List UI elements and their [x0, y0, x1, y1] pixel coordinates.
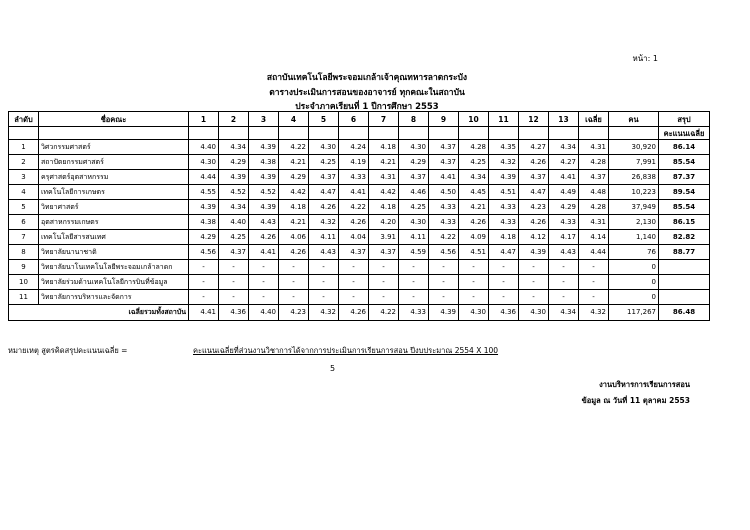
score-cell: - — [489, 275, 519, 290]
table-row — [9, 140, 710, 155]
faculty-name: วิทยาลัยนานาชาติ — [39, 245, 189, 260]
score-cell: 4.33 — [429, 215, 459, 230]
summary-score: 85.54 — [659, 200, 710, 215]
score-cell: 4.46 — [399, 185, 429, 200]
score-cell: - — [519, 275, 549, 290]
score-cell: 4.56 — [189, 245, 219, 260]
faculty-name: วิทยาศาสตร์ — [39, 200, 189, 215]
row-number: 2 — [9, 155, 39, 170]
header-summary: สรุป — [659, 112, 710, 127]
score-cell: - — [549, 260, 579, 275]
table-row — [9, 215, 710, 230]
score-cell: 4.37 — [339, 245, 369, 260]
score-cell: 4.47 — [519, 185, 549, 200]
total-score-cell: 4.33 — [399, 305, 429, 321]
score-cell: - — [219, 260, 249, 275]
score-cell: 4.37 — [519, 170, 549, 185]
total-score-cell: 4.26 — [339, 305, 369, 321]
score-cell: - — [429, 275, 459, 290]
score-cell: 4.34 — [459, 170, 489, 185]
score-cell: 4.49 — [549, 185, 579, 200]
row-number: 8 — [9, 245, 39, 260]
score-cell: 4.30 — [399, 140, 429, 155]
count-cell: 10,223 — [609, 185, 659, 200]
score-cell: - — [309, 290, 339, 305]
faculty-name: วิศวกรรมศาสตร์ — [39, 140, 189, 155]
score-cell: - — [459, 290, 489, 305]
score-cell: 4.51 — [459, 245, 489, 260]
score-cell: 4.34 — [219, 140, 249, 155]
faculty-name: อุตสาหกรรมเกษตร — [39, 215, 189, 230]
score-cell: 4.33 — [489, 215, 519, 230]
header-col-9: 9 — [429, 112, 459, 127]
score-cell: 4.39 — [249, 170, 279, 185]
score-cell: 4.26 — [309, 200, 339, 215]
average-cell: 4.28 — [579, 155, 609, 170]
score-cell: 3.91 — [369, 230, 399, 245]
score-cell: - — [519, 260, 549, 275]
score-cell: - — [399, 275, 429, 290]
score-cell: 4.26 — [339, 215, 369, 230]
report-title: ตารางประเมินการสอนของอาจารย์ ทุกคณะในสถาบัน — [269, 88, 465, 98]
table-row — [9, 290, 710, 305]
semester-title: ประจำภาคเรียนที่ 1 ปีการศึกษา 2553 — [295, 102, 439, 112]
score-cell: 4.44 — [189, 170, 219, 185]
count-cell: 76 — [609, 245, 659, 260]
score-cell: 4.39 — [489, 170, 519, 185]
score-cell: 4.35 — [489, 140, 519, 155]
score-cell: 4.40 — [189, 140, 219, 155]
score-cell: 4.59 — [399, 245, 429, 260]
score-cell: 4.29 — [279, 170, 309, 185]
score-cell: 4.39 — [249, 200, 279, 215]
score-cell: 4.34 — [219, 200, 249, 215]
score-cell: 4.37 — [399, 170, 429, 185]
score-cell: 4.28 — [459, 140, 489, 155]
average-cell: - — [579, 290, 609, 305]
table-row — [9, 245, 710, 260]
score-cell: 4.42 — [279, 185, 309, 200]
note-divisor: 5 — [330, 364, 336, 373]
summary-score: 85.54 — [659, 155, 710, 170]
table-header-row-2 — [9, 127, 710, 140]
score-cell: 4.33 — [429, 200, 459, 215]
faculty-name: ครุศาสตร์อุตสาหกรรม — [39, 170, 189, 185]
count-cell: 7,991 — [609, 155, 659, 170]
header-col-6: 6 — [339, 112, 369, 127]
score-cell: - — [459, 260, 489, 275]
score-cell: 4.21 — [279, 215, 309, 230]
row-number: 7 — [9, 230, 39, 245]
score-cell: 4.24 — [339, 140, 369, 155]
score-cell: - — [399, 290, 429, 305]
score-cell: 4.21 — [279, 155, 309, 170]
count-cell: 37,949 — [609, 200, 659, 215]
score-cell: 4.32 — [489, 155, 519, 170]
score-cell: - — [249, 275, 279, 290]
score-cell: 4.26 — [519, 155, 549, 170]
total-score-cell: 4.39 — [429, 305, 459, 321]
summary-score: 86.15 — [659, 215, 710, 230]
score-cell: - — [189, 275, 219, 290]
count-cell: 0 — [609, 260, 659, 275]
score-cell: - — [309, 260, 339, 275]
header-avg: เฉลี่ย — [579, 112, 609, 127]
score-cell: - — [429, 290, 459, 305]
score-cell: - — [459, 275, 489, 290]
score-cell: - — [339, 275, 369, 290]
score-cell: 4.29 — [549, 200, 579, 215]
row-number: 4 — [9, 185, 39, 200]
header-col-7: 7 — [369, 112, 399, 127]
header-summary-sub: คะแนนเฉลี่ย — [659, 127, 710, 140]
header-faculty: ชื่อคณะ — [39, 112, 189, 127]
faculty-name: วิทยาลัยร่วมด้านเทคโนโลยีการบินที่ข้อมูล — [39, 275, 189, 290]
summary-score: 82.82 — [659, 230, 710, 245]
score-cell: 4.56 — [429, 245, 459, 260]
score-cell: - — [399, 260, 429, 275]
score-cell: 4.25 — [309, 155, 339, 170]
score-cell: 4.38 — [249, 155, 279, 170]
average-cell: 4.28 — [579, 200, 609, 215]
score-cell: - — [279, 275, 309, 290]
score-cell: - — [309, 275, 339, 290]
total-score-cell: 4.32 — [309, 305, 339, 321]
header-col-8: 8 — [399, 112, 429, 127]
total-score-cell: 4.30 — [519, 305, 549, 321]
score-cell: 4.43 — [309, 245, 339, 260]
total-count: 117,267 — [609, 305, 659, 321]
score-cell: 4.33 — [339, 170, 369, 185]
score-cell: 4.12 — [519, 230, 549, 245]
average-cell: 4.31 — [579, 215, 609, 230]
table-row — [9, 260, 710, 275]
total-summary: 86.48 — [659, 305, 710, 321]
summary-score — [659, 290, 710, 305]
header-col-1: 1 — [189, 112, 219, 127]
score-cell: 4.26 — [519, 215, 549, 230]
score-cell: - — [369, 290, 399, 305]
score-cell: - — [549, 275, 579, 290]
total-label: เฉลี่ยรวมทั้งสถาบัน — [9, 305, 189, 321]
summary-score: 88.77 — [659, 245, 710, 260]
total-score-cell: 4.34 — [549, 305, 579, 321]
count-cell: 0 — [609, 290, 659, 305]
score-cell: 4.47 — [309, 185, 339, 200]
score-cell: 4.52 — [249, 185, 279, 200]
header-col-4: 4 — [279, 112, 309, 127]
row-number: 6 — [9, 215, 39, 230]
score-cell: 4.23 — [519, 200, 549, 215]
faculty-name: วิทยาลัยนาโนเทคโนโลยีพระจอมเกล้าลาดก — [39, 260, 189, 275]
score-cell: 4.40 — [219, 215, 249, 230]
note-formula: คะแนนเฉลี่ยที่ส่วนงานวิชาการได้จากการประเมินการเรียนการสอน ปีงบประมาณ 2554 X 100 — [193, 346, 499, 355]
score-cell: 4.50 — [429, 185, 459, 200]
count-cell: 0 — [609, 275, 659, 290]
score-cell: 4.21 — [369, 155, 399, 170]
score-cell: 4.37 — [369, 245, 399, 260]
score-cell: 4.18 — [279, 200, 309, 215]
score-cell: 4.47 — [489, 245, 519, 260]
score-cell: - — [189, 290, 219, 305]
score-cell: 4.25 — [399, 200, 429, 215]
score-cell: 4.18 — [369, 140, 399, 155]
row-number: 5 — [9, 200, 39, 215]
score-cell: 4.30 — [189, 155, 219, 170]
score-cell: 4.38 — [189, 215, 219, 230]
score-cell: 4.41 — [429, 170, 459, 185]
score-cell: - — [339, 290, 369, 305]
table-row — [9, 155, 710, 170]
score-cell: 4.27 — [519, 140, 549, 155]
score-cell: 4.39 — [189, 200, 219, 215]
score-cell: 4.37 — [429, 155, 459, 170]
score-cell: - — [279, 260, 309, 275]
score-cell: 4.25 — [219, 230, 249, 245]
header-col-12: 12 — [519, 112, 549, 127]
row-number: 9 — [9, 260, 39, 275]
score-cell: 4.21 — [459, 200, 489, 215]
score-cell: 4.19 — [339, 155, 369, 170]
score-cell: - — [249, 290, 279, 305]
data-as-of: ข้อมูล ณ วันที่ 11 ตุลาคม 2553 — [581, 396, 690, 405]
score-cell: - — [519, 290, 549, 305]
score-cell: 4.41 — [549, 170, 579, 185]
score-cell: - — [369, 260, 399, 275]
score-cell: 4.26 — [249, 230, 279, 245]
header-order: ลำดับ — [9, 112, 39, 127]
score-cell: 4.39 — [249, 140, 279, 155]
score-cell: 4.31 — [369, 170, 399, 185]
row-number: 1 — [9, 140, 39, 155]
score-cell: 4.51 — [489, 185, 519, 200]
total-score-cell: 4.41 — [189, 305, 219, 321]
summary-score: 86.14 — [659, 140, 710, 155]
score-cell: - — [489, 290, 519, 305]
score-cell: 4.33 — [549, 215, 579, 230]
faculty-name: สถาปัตยกรรมศาสตร์ — [39, 155, 189, 170]
faculty-name: เทคโนโลยีสารสนเทศ — [39, 230, 189, 245]
average-cell: 4.31 — [579, 140, 609, 155]
note-label: หมายเหตุ สูตรคิดสรุปคะแนนเฉลี่ย = — [8, 346, 128, 355]
score-cell: 4.06 — [279, 230, 309, 245]
total-score-cell: 4.40 — [249, 305, 279, 321]
score-cell: 4.29 — [219, 155, 249, 170]
score-cell: 4.17 — [549, 230, 579, 245]
header-col-10: 10 — [459, 112, 489, 127]
score-cell: 4.39 — [219, 170, 249, 185]
header-col-13: 13 — [549, 112, 579, 127]
score-cell: 4.45 — [459, 185, 489, 200]
total-score-cell: 4.30 — [459, 305, 489, 321]
score-cell: 4.11 — [399, 230, 429, 245]
count-cell: 2,130 — [609, 215, 659, 230]
header-col-3: 3 — [249, 112, 279, 127]
table-row — [9, 170, 710, 185]
score-cell: 4.32 — [309, 215, 339, 230]
faculty-name: เทคโนโลยีการเกษตร — [39, 185, 189, 200]
score-cell: 4.55 — [189, 185, 219, 200]
summary-score — [659, 260, 710, 275]
header-col-11: 11 — [489, 112, 519, 127]
row-number: 11 — [9, 290, 39, 305]
score-cell: 4.09 — [459, 230, 489, 245]
total-score-cell: 4.36 — [219, 305, 249, 321]
score-cell: 4.18 — [489, 230, 519, 245]
total-row — [9, 305, 710, 321]
summary-score: 87.37 — [659, 170, 710, 185]
average-cell: 4.48 — [579, 185, 609, 200]
score-cell: - — [189, 260, 219, 275]
average-cell: - — [579, 275, 609, 290]
score-cell: 4.20 — [369, 215, 399, 230]
score-cell: 4.37 — [309, 170, 339, 185]
score-cell: 4.34 — [549, 140, 579, 155]
table-row — [9, 230, 710, 245]
table-row — [9, 275, 710, 290]
table-row — [9, 200, 710, 215]
score-cell: 4.30 — [399, 215, 429, 230]
score-cell: - — [219, 275, 249, 290]
total-score-cell: 4.22 — [369, 305, 399, 321]
score-cell: 4.26 — [279, 245, 309, 260]
institute-title: สถาบันเทคโนโลยีพระจอมเกล้าเจ้าคุณทหารลาดกระบัง — [266, 73, 468, 83]
average-cell: 4.37 — [579, 170, 609, 185]
score-cell: 4.52 — [219, 185, 249, 200]
score-cell: - — [279, 290, 309, 305]
row-number: 3 — [9, 170, 39, 185]
score-cell: 4.30 — [309, 140, 339, 155]
faculty-name: วิทยาลัยการบริหารและจัดการ — [39, 290, 189, 305]
score-cell: 4.22 — [279, 140, 309, 155]
summary-score — [659, 275, 710, 290]
average-cell: - — [579, 260, 609, 275]
count-cell: 30,920 — [609, 140, 659, 155]
score-cell: 4.04 — [339, 230, 369, 245]
score-cell: 4.22 — [339, 200, 369, 215]
score-cell: 4.11 — [309, 230, 339, 245]
score-cell: 4.27 — [549, 155, 579, 170]
score-cell: - — [549, 290, 579, 305]
score-cell: 4.25 — [459, 155, 489, 170]
score-cell: - — [489, 260, 519, 275]
score-cell: 4.26 — [459, 215, 489, 230]
score-cell: - — [369, 275, 399, 290]
score-cell: 4.18 — [369, 200, 399, 215]
score-cell: 4.41 — [339, 185, 369, 200]
total-average: 4.32 — [579, 305, 609, 321]
score-cell: 4.37 — [429, 140, 459, 155]
summary-score: 89.54 — [659, 185, 710, 200]
average-cell: 4.44 — [579, 245, 609, 260]
score-cell: 4.43 — [249, 215, 279, 230]
header-col-2: 2 — [219, 112, 249, 127]
count-cell: 1,140 — [609, 230, 659, 245]
score-cell: - — [429, 260, 459, 275]
score-cell: 4.43 — [549, 245, 579, 260]
table-header-row — [9, 112, 710, 127]
evaluation-table — [8, 111, 710, 321]
score-cell: 4.29 — [399, 155, 429, 170]
total-score-cell: 4.23 — [279, 305, 309, 321]
office-name: งานบริหารการเรียนการสอน — [599, 380, 690, 389]
page-number: หน้า: 1 — [632, 54, 658, 63]
header-col-5: 5 — [309, 112, 339, 127]
score-cell: - — [339, 260, 369, 275]
total-score-cell: 4.36 — [489, 305, 519, 321]
average-cell: 4.14 — [579, 230, 609, 245]
score-cell: - — [219, 290, 249, 305]
score-cell: 4.39 — [519, 245, 549, 260]
header-count: คน — [609, 112, 659, 127]
score-cell: 4.41 — [249, 245, 279, 260]
score-cell: 4.42 — [369, 185, 399, 200]
count-cell: 26,838 — [609, 170, 659, 185]
score-cell: - — [249, 260, 279, 275]
table-row — [9, 185, 710, 200]
score-cell: 4.29 — [189, 230, 219, 245]
row-number: 10 — [9, 275, 39, 290]
score-cell: 4.33 — [489, 200, 519, 215]
score-cell: 4.37 — [219, 245, 249, 260]
score-cell: 4.22 — [429, 230, 459, 245]
